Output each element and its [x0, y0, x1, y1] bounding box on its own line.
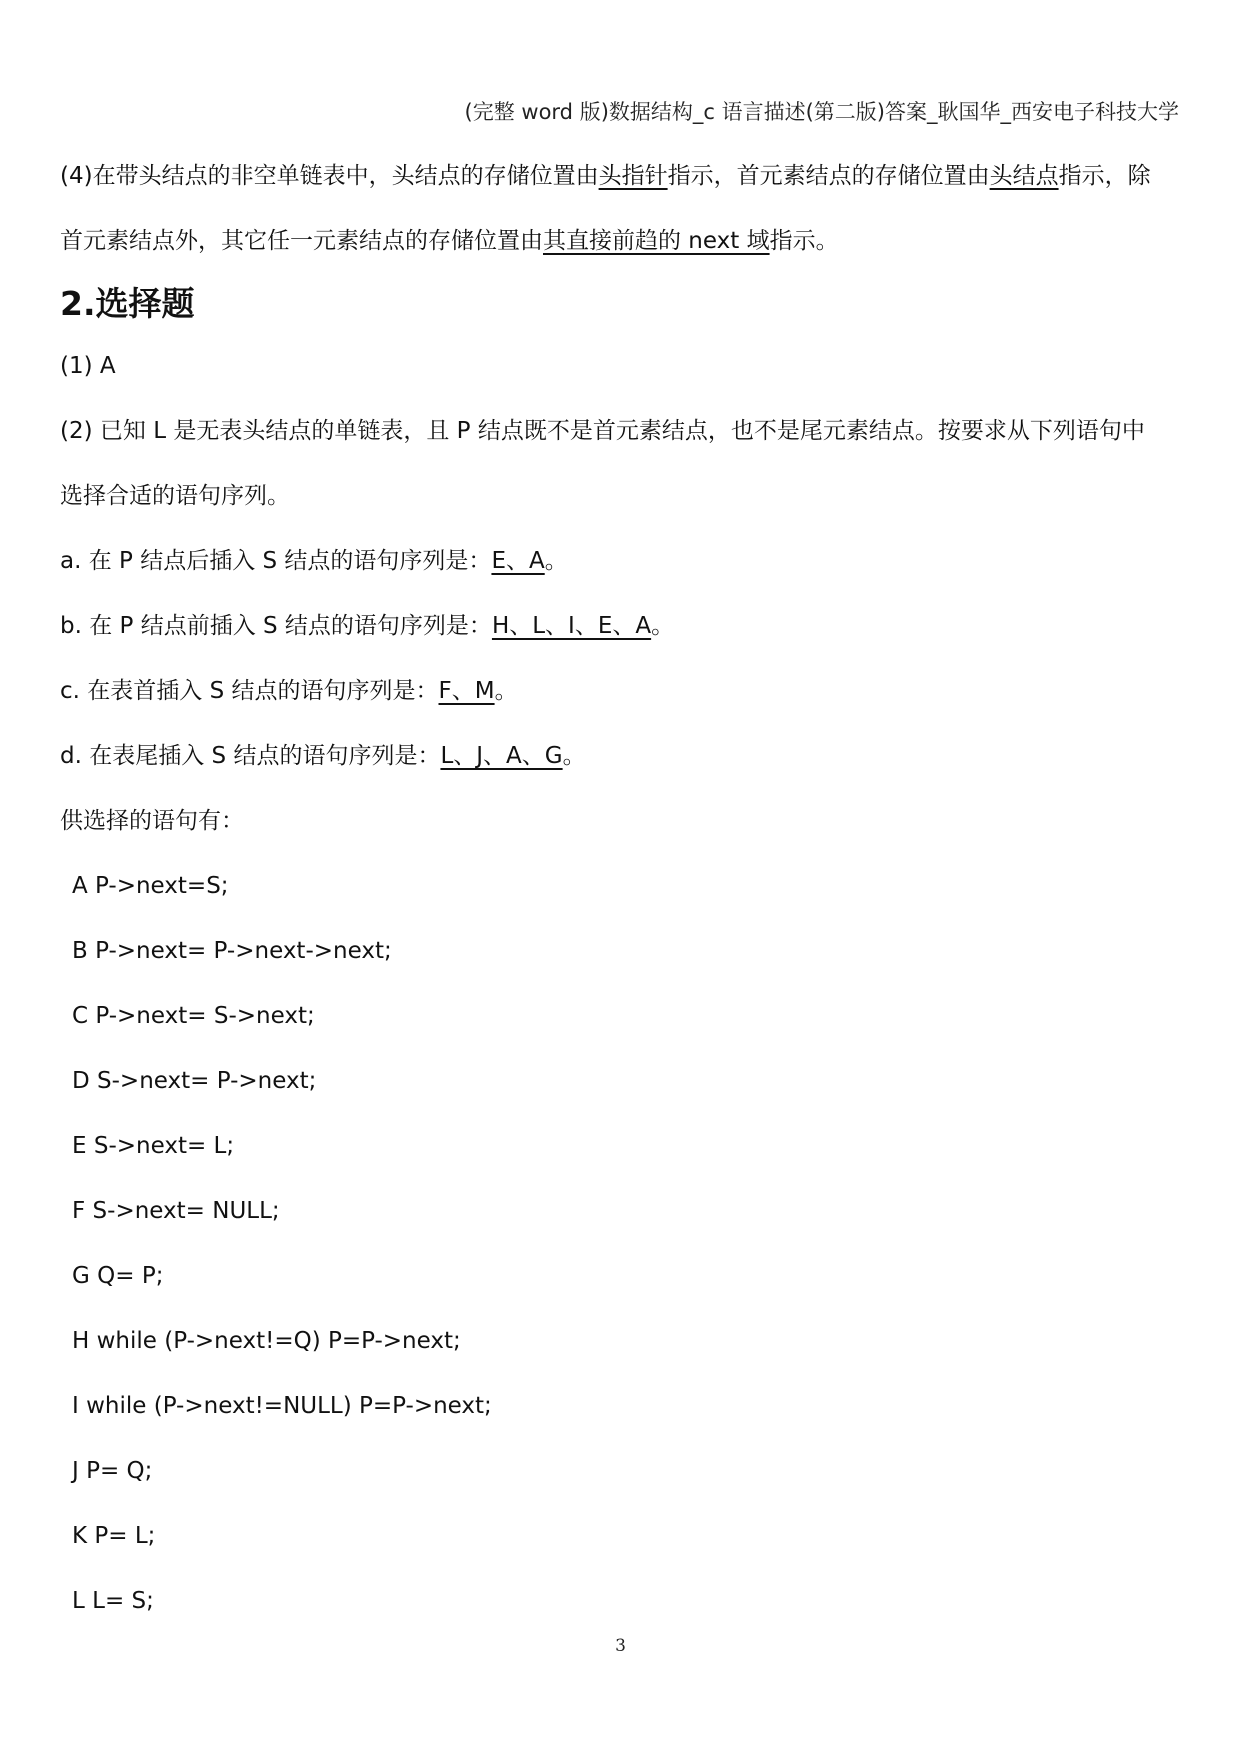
answer-c: F、M	[438, 678, 495, 704]
option-line: D S->next= P->next;	[72, 1068, 317, 1094]
fill-question-4-line-2: 首元素结点外，其它任一元素结点的存储位置由其直接前趋的 next 域指示。	[60, 228, 839, 254]
option-line: G Q= P;	[72, 1263, 164, 1289]
sub-question-b: b. 在 P 结点前插入 S 结点的语句序列是：H、L、I、E、A。	[60, 613, 675, 639]
options-intro: 供选择的语句有：	[60, 808, 244, 834]
page-number: 3	[615, 1636, 626, 1656]
fill-question-4-line-1: (4)在带头结点的非空单链表中，头结点的存储位置由头指针指示，首元素结点的存储位置由头结点指示，除	[60, 163, 1151, 189]
option-line: F S->next= NULL;	[72, 1198, 280, 1224]
page-header: (完整 word 版)数据结构_c 语言描述(第二版)答案_耿国华_西安电子科技大学	[464, 100, 1179, 124]
answer-a: E、A	[491, 548, 545, 574]
answer-b: H、L、I、E、A	[491, 613, 652, 639]
answer-predecessor-next: 其直接前趋的 next 域	[543, 228, 770, 254]
sub-question-c: c. 在表首插入 S 结点的语句序列是：F、M。	[60, 678, 518, 704]
choice-question-1: (1) A	[60, 353, 116, 379]
sub-question-a: a. 在 P 结点后插入 S 结点的语句序列是：E、A。	[60, 548, 568, 574]
option-line: B P->next= P->next->next;	[72, 938, 392, 964]
section-title: 2.选择题	[60, 284, 195, 323]
sub-question-d: d. 在表尾插入 S 结点的语句序列是：L、J、A、G。	[60, 743, 586, 769]
option-line: E S->next= L;	[72, 1133, 235, 1159]
option-line: K P= L;	[72, 1523, 156, 1549]
choice-question-2-line-1: (2) 已知 L 是无表头结点的单链表，且 P 结点既不是首元素结点，也不是尾元素结点。按要求从下列语句中	[60, 418, 1145, 444]
option-line: H while (P->next!=Q) P=P->next;	[72, 1328, 461, 1354]
choice-question-2-line-2: 选择合适的语句序列。	[60, 483, 290, 509]
option-line: C P->next= S->next;	[72, 1003, 315, 1029]
option-line: I while (P->next!=NULL) P=P->next;	[72, 1393, 492, 1419]
answer-head-pointer: 头指针	[598, 163, 668, 189]
answer-d: L、J、A、G	[440, 743, 563, 769]
page-content	[60, 144, 1190, 1634]
option-line: L L= S;	[72, 1588, 154, 1614]
answer-head-node: 头结点	[989, 163, 1059, 189]
option-line: A P->next=S;	[72, 873, 229, 899]
option-line: J P= Q;	[72, 1458, 153, 1484]
